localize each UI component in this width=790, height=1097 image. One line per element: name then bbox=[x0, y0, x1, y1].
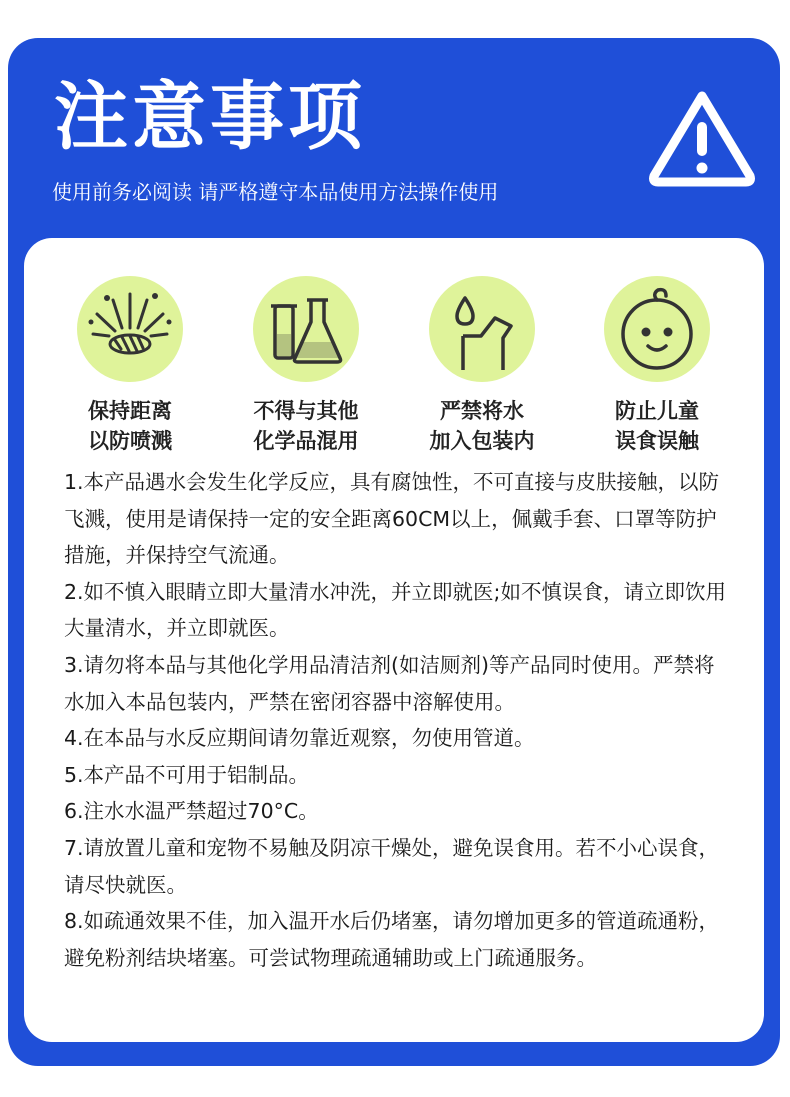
icon-item-keep-distance bbox=[50, 276, 210, 456]
icon-row bbox=[24, 276, 764, 456]
rule-item: 5.本产品不可用于铝制品。 bbox=[64, 762, 310, 787]
rule-item: 2.如不慎入眼睛立即大量清水冲洗，并立即就医;如不慎误食，请立即饮用大量清水，并立即就医。 bbox=[64, 579, 726, 641]
icon-circle bbox=[77, 276, 183, 382]
icon-caption-line2: 误食误触 bbox=[615, 429, 699, 453]
icon-item-no-water bbox=[402, 276, 562, 456]
water-into-package-icon bbox=[429, 276, 535, 382]
rule-item: 7.请放置儿童和宠物不易触及阴凉干燥处，避免误食用。若不小心误食，请尽快就医。 bbox=[64, 835, 720, 897]
icon-circle bbox=[253, 276, 359, 382]
rule-item: 3.请勿将本品与其他化学用品清洁剂(如洁厕剂)等产品同时使用。严禁将水加入本品包装内，严禁在密闭容器中溶解使用。 bbox=[64, 652, 715, 714]
rules-list bbox=[64, 464, 734, 976]
icon-caption-line1: 保持距离 bbox=[88, 399, 172, 423]
icon-circle bbox=[429, 276, 535, 382]
baby-face-icon bbox=[604, 276, 710, 382]
icon-caption-line2: 加入包装内 bbox=[429, 429, 535, 453]
icon-caption-line2: 以防喷溅 bbox=[88, 429, 172, 453]
splash-icon bbox=[77, 276, 183, 382]
beakers-icon bbox=[253, 276, 359, 382]
page-title: 注意事项 bbox=[54, 74, 366, 160]
content-card bbox=[24, 238, 764, 1042]
icon-caption-line1: 严禁将水 bbox=[440, 399, 524, 423]
rule-item: 8.如疏通效果不佳，加入温开水后仍堵塞，请勿增加更多的管道疏通粉，避免粉剂结块堵塞。可尝试物理疏通辅助或上门疏通服务。 bbox=[64, 909, 720, 970]
icon-circle bbox=[604, 276, 710, 382]
rule-item: 4.在本品与水反应期间请勿靠近观察，勿使用管道。 bbox=[64, 726, 535, 751]
icon-caption-line1: 不得与其他 bbox=[253, 399, 359, 423]
warning-triangle-icon bbox=[646, 88, 758, 188]
rule-item: 1.本产品遇水会发生化学反应，具有腐蚀性，不可直接与皮肤接触，以防飞溅，使用是请保持一定的安全距离60CM以上，佩戴手套、口罩等防护措施，并保持空气流通。 bbox=[64, 470, 720, 568]
icon-caption-line2: 化学品混用 bbox=[253, 429, 359, 453]
page-subtitle: 使用前务必阅读 请严格遵守本品使用方法操作使用 bbox=[52, 180, 499, 204]
icon-caption-line1: 防止儿童 bbox=[615, 399, 699, 423]
rule-item: 6.注水水温严禁超过70°C。 bbox=[64, 799, 319, 824]
icon-item-child-safety bbox=[577, 276, 737, 456]
icon-item-no-mixing bbox=[226, 276, 386, 456]
